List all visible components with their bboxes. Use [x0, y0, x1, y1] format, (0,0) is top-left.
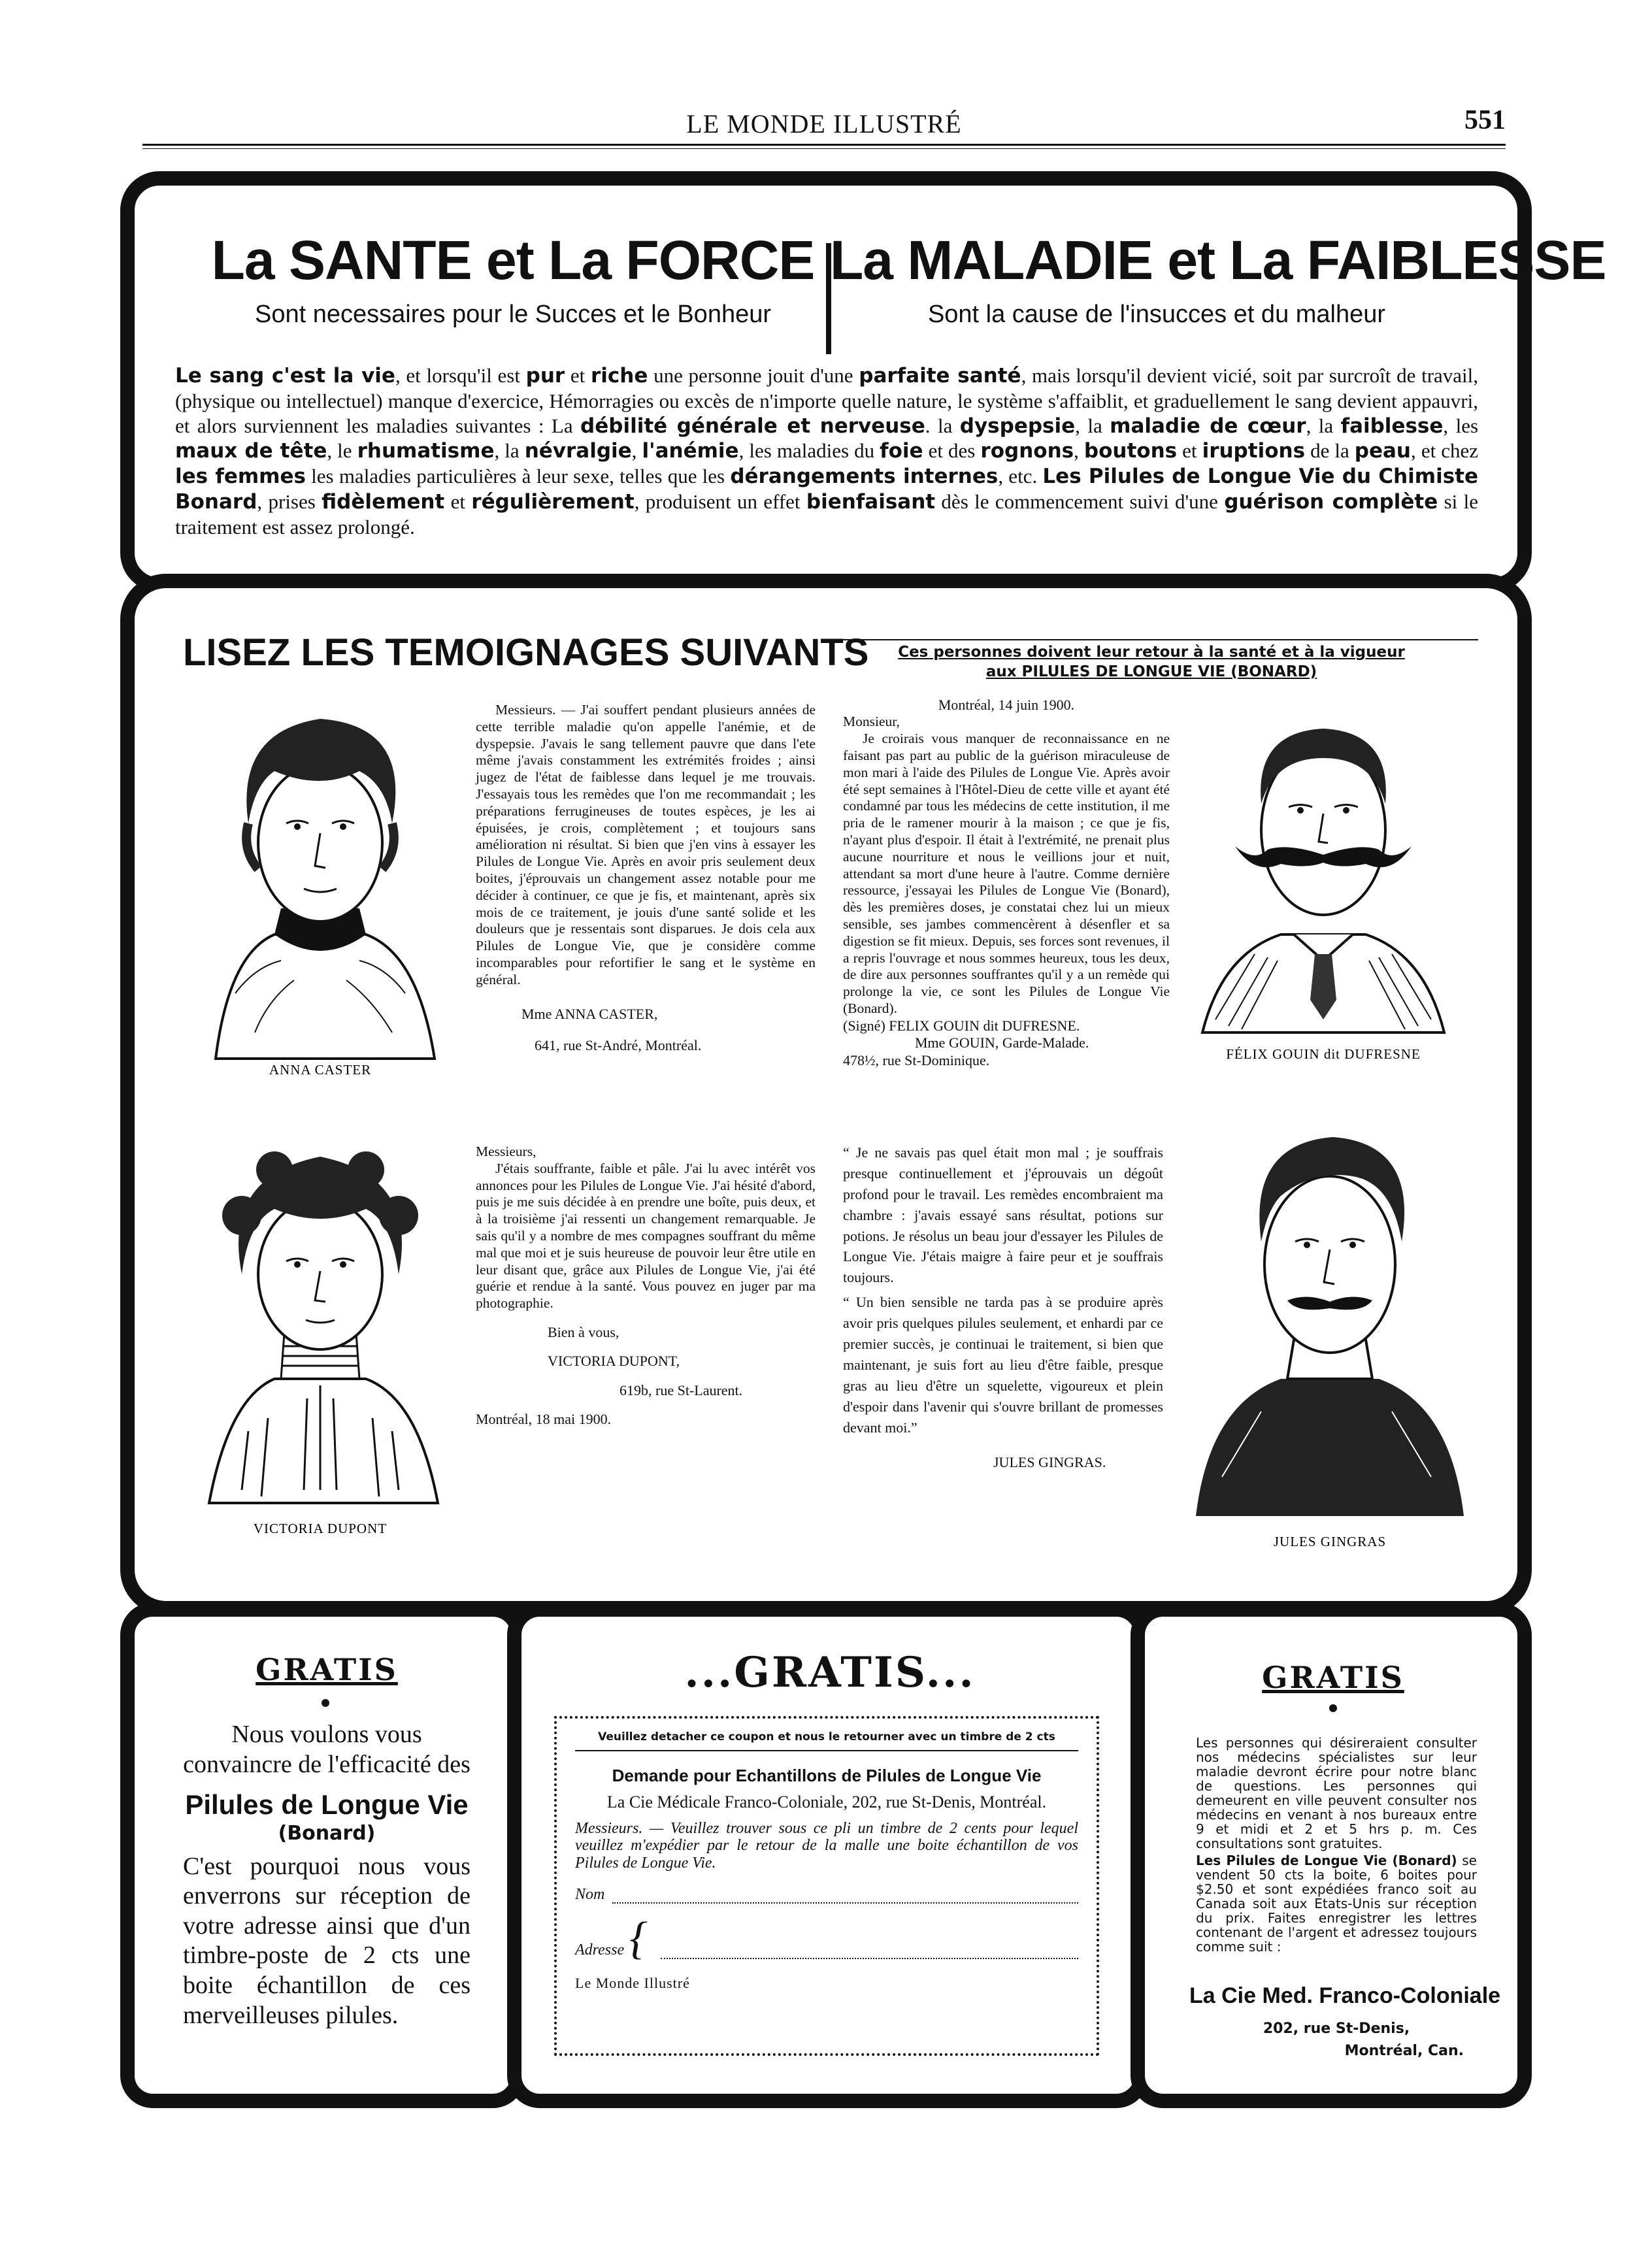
intro-emphasis: dyspepsie [959, 414, 1076, 438]
company-street: 202, rue St-Denis, [1263, 2021, 1410, 2037]
intro-text: , [1074, 439, 1084, 463]
intro-emphasis: riche [591, 364, 648, 388]
intro-emphasis: iruptions [1202, 439, 1306, 463]
caption-jules-gingras: JULES GINGRAS [1273, 1534, 1387, 1549]
intro-text: , [631, 439, 642, 463]
intro-text: , etc. [998, 465, 1043, 488]
gratis-left-title: GRATIS [256, 1652, 398, 1687]
intro-text: et [444, 490, 472, 514]
intro-text: , le [327, 439, 357, 463]
testimonial-text: J'étais souffrante, faible et pâle. J'ai lu avec intérêt vos annonces pour les Pilules de Longue Vie. J'ai hésité d'abord, puis je me suis décidée à en prendre une boîte, puis deux, et à la troisième j'ai ressenti un changement remarquable. Je sais qu'il y a nombre de mes compagnes souffrant du même mal que moi et je suis heureuse de pouvoir leur être utile en leur disant que, grâce aux Pilules de Longue Vie, j'ai été guérie et rendue à la santé. Vous pouvez en juger par ma photographie. [476, 1160, 816, 1312]
gratis-right-title: GRATIS [1262, 1660, 1404, 1695]
credit-rule [825, 639, 1478, 640]
intro-emphasis: maux de tête [175, 439, 327, 463]
caption-felix-gouin: FÉLIX GOUIN dit DUFRESNE [1226, 1046, 1421, 1062]
product-name: Pilules de Longue Vie [185, 1789, 469, 1821]
intro-text: une personne jouit d'une [648, 364, 859, 387]
subhead-health: Sont necessaires pour le Succes et le Bonheur [254, 301, 772, 328]
company-city: Montréal, Can. [1344, 2043, 1464, 2059]
intro-emphasis: foie [880, 439, 923, 463]
portrait-jules-gingras [1183, 1111, 1470, 1555]
address-line[interactable] [661, 1946, 1078, 1959]
intro-emphasis: l'anémie [642, 439, 739, 463]
price-info: se vendent 50 cts la boite, 6 boites pour $2.50 et sont expédiées franco soit au Canada soit aux Etats-Unis sur réception du prix. Faites enregistrer les lettres contenant de l'argent et adressez toujours comme suit : [1196, 1853, 1477, 1955]
testimonial-jules-gingras [843, 1142, 1163, 1473]
name-label: Nom [575, 1886, 605, 1904]
credit-line-product: aux PILULES DE LONGUE VIE (BONARD) [985, 663, 1317, 680]
intro-emphasis: faiblesse [1340, 414, 1444, 438]
address: 478½, rue St-Dominique. [843, 1051, 990, 1068]
salutation: Monsieur, [843, 714, 900, 730]
intro-emphasis: rhumatisme [357, 439, 495, 463]
testimonial-victoria-dupont [476, 1144, 816, 1429]
coupon-message: Messieurs. — Veuillez trouver sous ce pli un timbre de 2 cents pour lequel veuillez m'expédier par le retour de la malle une boite échantillon de vos Pilules de Longue Vie. [575, 1819, 1078, 1872]
intro-text: de la [1305, 439, 1355, 463]
testimonial-felix-gouin [843, 697, 1170, 1069]
price-product: Les Pilules de Longue Vie (Bonard) [1196, 1853, 1457, 1868]
coupon-instructions: Veuillez detacher ce coupon et nous le retourner avec un timbre de 2 cts [575, 1730, 1078, 1751]
intro-emphasis: débilité générale et nerveuse [580, 414, 925, 438]
bullet-dot [1329, 1704, 1337, 1712]
intro-text: , les [1443, 414, 1479, 437]
headline-health: La SANTE et La FORCE [211, 229, 815, 291]
sample-coupon[interactable] [554, 1716, 1099, 2056]
intro-text: , et chez [1411, 439, 1479, 463]
gratis-left-offer: C'est pourquoi nous vous enverrons sur réception de votre adresse ainsi que d'un timbre-poste de 2 cts une boite échantillon de ces merveilleuses pilules. [183, 1852, 471, 2029]
intro-emphasis: régulièrement [471, 490, 635, 514]
headline-illness: La MALADIE et La FAIBLESSE [830, 229, 1606, 291]
intro-text: dès le commencement suivi d'une [935, 490, 1225, 514]
intro-emphasis: Les Pilules de Longue Vie du Chimiste Bonard [175, 465, 1478, 514]
gratis-center-title: ...GRATIS... [684, 1648, 976, 1697]
date: Montréal, 18 mai 1900. [476, 1411, 612, 1428]
intro-emphasis: bienfaisant [806, 490, 936, 514]
intro-paragraph [175, 363, 1478, 540]
intro-text: , mais lorsqu'il devient vicié, soit par surcroît de travail, (physique ou intellectuel) manque d'exercice, Hémorragies ou excès de n'importe quelle nature, le système s'affaiblit, et graduellement le sang devient appauvri, et alors surviennent les maladies suivantes : La [175, 364, 1479, 437]
intro-emphasis: guérison complète [1224, 490, 1438, 514]
running-head [142, 105, 1506, 150]
address: 619b, rue St-Laurent. [620, 1381, 743, 1398]
signature-second: Mme GOUIN, Garde-Malade. [915, 1034, 1089, 1051]
intro-text: , les maladies du [738, 439, 880, 463]
signature: JULES GINGRAS. [993, 1454, 1106, 1471]
gratis-left-text [183, 1720, 471, 2030]
intro-emphasis: les femmes [175, 465, 306, 489]
salutation: Messieurs, [476, 1144, 537, 1159]
signature: (Signé) FELIX GOUIN dit DUFRESNE. [843, 1017, 1080, 1034]
intro-text: et [1177, 439, 1202, 463]
testimonial-text-continued: “ Un bien sensible ne tarda pas à se produire après avoir pris quelques pilules seulement, et enhardi par ce premier succès, je continuai le traitement, si bien que maintenant, je suis fort au lieu d'être faible, presque gras au lieu d'être un squelette, vigoureux et plein d'espoir dans l'avenir qui s'ouvre brillant de promesses devant moi.” [843, 1294, 1163, 1436]
intro-text: , et lorsqu'il est [395, 364, 526, 387]
testimonials-title: LISEZ LES TEMOIGNAGES SUIVANTS [183, 631, 869, 674]
intro-emphasis: peau [1354, 439, 1412, 463]
testimonial-anna-caster [476, 702, 816, 1054]
bullet-dot [322, 1699, 329, 1707]
caption-anna-caster: ANNA CASTER [269, 1062, 372, 1078]
closing: Bien à vous, [548, 1323, 620, 1340]
testimonial-text: Je croirais vous manquer de reconnaissance en ne faisant pas part au public de la guérison miraculeuse de mon mari à l'aide des Pilules de Longue Vie. Après avoir été sept semaines à l'Hôtel-Dieu de cette ville et ayant été condamné par tous les médecins de cette institution, il me pria de le ramener mourir à la maison ; ce que je fis, n'ayant plus d'espoir. Il était à l'extrémité, ne prenait plus aucune nourriture et nous le veillions jour et nuit, attendant sa mort d'une heure à l'autre. Comme dernière ressource, j'essayai les Pilules de Longue Vie (Bonard), dès les premières doses, je constatai chez lui un mieux sensible, ses jambes commencèrent à désenfler et sa digestion se fit mieux. Depuis, ses forces sont revenues, il a repris l'ouvrage et nous sommes heureux, tous les deux, de dire aux personnes souffrantes qu'il y a un remède qui prolonge la vie, ce sont les Pilules de Longue Vie (Bonard). [843, 731, 1170, 1016]
intro-text: , produisent un effet [634, 490, 806, 514]
intro-text: . la [925, 414, 960, 437]
intro-emphasis: névralgie [524, 439, 632, 463]
testimonial-text: “ Je ne savais pas quel était mon mal ; je souffrais presque continuellement et j'éprouvais un dégoût profond pour le travail. Les remèdes encombraient ma chambre : j'avais essayé sans résultat, potions sur potions. Je résolus un beau jour d'essayer les Pilules de Longue Vie. J'étais maigre à faire peur et je souffrais toujours. [843, 1144, 1163, 1286]
signature: VICTORIA DUPONT, [548, 1353, 680, 1370]
page-number: 551 [1464, 105, 1506, 135]
company-name: La Cie Med. Franco-Coloniale [1189, 1983, 1501, 2008]
intro-text: si le traitement est assez prolongé. [175, 490, 1479, 538]
coupon-company: La Cie Médicale Franco-Coloniale, 202, rue St-Denis, Montréal. [606, 1792, 1047, 1811]
intro-text: et des [923, 439, 981, 463]
intro-text: , la [1075, 414, 1110, 437]
intro-emphasis: maladie de cœur [1110, 414, 1306, 438]
intro-emphasis: boutons [1083, 439, 1178, 463]
gratis-left-intro: Nous voulons vous convaincre de l'efficacité des [183, 1721, 471, 1778]
signature: Mme ANNA CASTER, [521, 1005, 658, 1022]
coupon-heading: Demande pour Echantillons de Pilules de Longue Vie [612, 1766, 1042, 1785]
intro-emphasis: parfaite santé [859, 364, 1021, 388]
intro-text: , la [1306, 414, 1341, 437]
subhead-illness: Sont la cause de l'insucces et du malheur [927, 301, 1386, 328]
portrait-anna-caster [176, 693, 464, 1078]
date: Montréal, 14 juin 1900. [938, 697, 1075, 713]
gratis-right-text [1196, 1736, 1477, 1954]
head-rule [142, 144, 1506, 146]
coupon-address-field[interactable] [575, 1913, 1078, 1964]
intro-emphasis: dérangements internes [730, 465, 999, 489]
coupon-name-field[interactable] [575, 1886, 1078, 1904]
portrait-victoria-dupont [176, 1124, 464, 1542]
address: 641, rue St-André, Montréal. [535, 1036, 702, 1053]
testimonial-text: Messieurs. — J'ai souffert pendant plusieurs années de cette terrible maladie qu'on appelle l'anémie, et de dyspepsie. J'avais le sang tellement pauvre que dans l'ete même j'avais constamment les extrémités froides ; ainsi jugez de l'état de faiblesse dans lequel je me trouvais. J'essayais tous les remèdes que l'on me recommandait ; les préparations ferrugineuses de toutes espèces, je les ai épuisées, je crois, complètement ; et toujours sans amélioration ni résultat. Si bien que j'en vins à essayer les Pilules de Longue Vie. Après en avoir pris seulement deux boites, j'éprouvais un changement assez notable pour me décider à continuer, ce que je fis, et maintenant, après six mois de ce traitement, je jouis d'une santé solide et les douleurs que je ressentais sont disparues. Je dois cela aux Pilules de Longue Vie, que je considère comme incomparables pour refortifier le sang et le système en général. [476, 702, 816, 987]
product-brand: (Bonard) [278, 1821, 376, 1845]
portrait-felix-gouin [1176, 693, 1470, 1078]
intro-text: et [565, 364, 591, 387]
credit-line: Ces personnes doivent leur retour à la santé et à la vigueur [898, 644, 1405, 661]
intro-text: les maladies particulières à leur sexe, telles que les [305, 465, 731, 488]
intro-emphasis: pur [525, 364, 565, 388]
intro-text: , la [494, 439, 525, 463]
address-label: Adresse [575, 1941, 625, 1959]
caption-victoria-dupont: VICTORIA DUPONT [253, 1521, 388, 1536]
intro-emphasis: rognons [980, 439, 1074, 463]
intro-text: , prises [257, 490, 322, 514]
coupon-publication: Le Monde Illustré [575, 1975, 690, 1992]
name-line[interactable] [612, 1891, 1078, 1904]
intro-emphasis: fidèlement [322, 490, 445, 514]
journal-title: LE MONDE ILLUSTRÉ [686, 109, 962, 139]
head-rule-thin [142, 148, 1506, 149]
brace-glyph: { [629, 1913, 648, 1964]
consultation-info: Les personnes qui désireraient consulter nos médecins spécialistes sur leur maladie devront écrire pour notre blanc de questions. Les personnes qui demeurent en ville peuvent consulter nos médecins en venant à nos bureaux entre 9 et midi et 2 et 5 hrs p. m. Ces consultations sont gratuites. [1196, 1735, 1477, 1851]
intro-emphasis: Le sang c'est la vie [175, 364, 395, 388]
